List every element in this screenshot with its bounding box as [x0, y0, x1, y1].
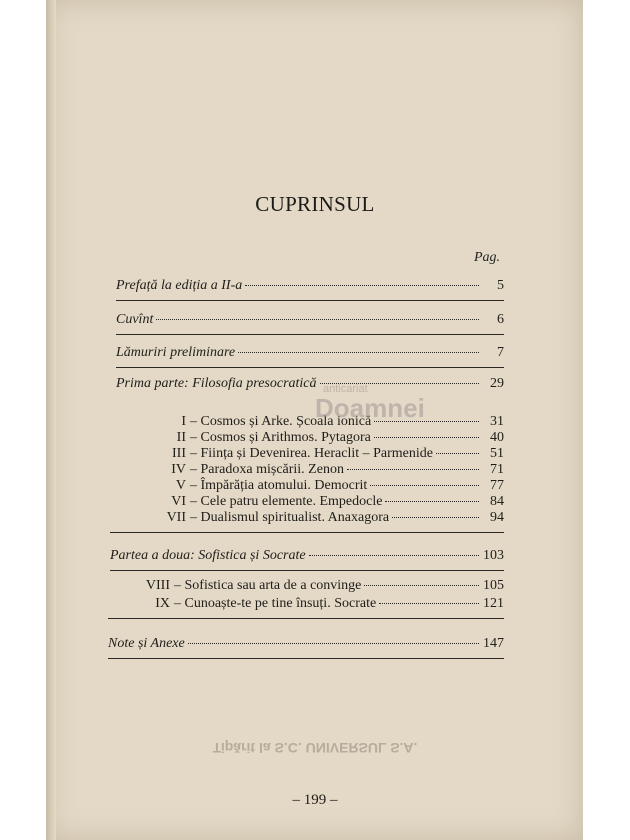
chapter-title: Paradoxa mișcării. Zenon [200, 462, 344, 477]
chapter-title: Cosmos și Arithmos. Pytagora [200, 430, 371, 445]
leader-dots [245, 284, 479, 286]
toc-chapter-7: VII – Dualismul spiritualist. Anaxagora 94 [140, 510, 504, 526]
toc-chapter-1: I – Cosmos și Arke. Școala ionică 31 [160, 414, 504, 430]
chapter-title: Cele patru elemente. Empedocle [200, 494, 383, 509]
toc-entry-page: 71 [490, 462, 504, 477]
watermark [315, 384, 425, 421]
chapter-numeral: IV [171, 462, 186, 477]
chapter-title: Împărăția atomului. Democrit [200, 478, 368, 493]
chapter-numeral: VIII [145, 578, 170, 593]
page-number: – 199 – [292, 792, 338, 808]
toc-entry-page: 29 [490, 376, 504, 391]
leader-dots [188, 642, 479, 644]
chapter-numeral: II [176, 430, 186, 445]
toc-entry-part1 [116, 376, 504, 392]
watermark-top: anticariat [323, 383, 368, 395]
toc-chapter-3: III – Ființa și Devenirea. Heraclit – Parmenide 51 [160, 446, 504, 462]
toc-entry-page: 103 [483, 548, 504, 563]
toc-entry-label: Cuvînt [116, 312, 154, 327]
toc-entry-label: Prima parte: Filosofia presocratică [116, 376, 317, 391]
leader-dots [385, 500, 479, 502]
leader-dots [374, 436, 479, 438]
leader-dots [392, 516, 479, 518]
toc-chapter-2: II – Cosmos și Arithmos. Pytagora 40 [160, 430, 504, 446]
pag-label: Pag. [474, 250, 501, 265]
chapter-numeral: VII [166, 510, 186, 525]
toc-entry-label: Note și Anexe [108, 636, 185, 651]
section-rule [108, 618, 504, 619]
leader-dots [156, 318, 479, 320]
section-rule [108, 658, 504, 659]
section-rule [116, 334, 504, 335]
toc-entry-cuvint [116, 312, 504, 328]
toc-entry-lamuriri [116, 345, 504, 361]
toc-entry-page: 94 [490, 510, 504, 525]
leader-dots [370, 484, 479, 486]
toc-chapter-5: V – Împărăția atomului. Democrit 77 [160, 478, 504, 494]
toc-entry-page: 31 [490, 414, 504, 429]
toc-entry-page: 5 [497, 278, 504, 293]
toc-entry-page: 84 [490, 494, 504, 509]
chapter-numeral: VI [171, 494, 186, 509]
section-rule [110, 532, 504, 533]
section-rule [116, 300, 504, 301]
leader-dots [379, 602, 479, 604]
toc-entry-part2 [110, 548, 504, 564]
section-rule [110, 570, 504, 571]
toc-entry-notes [108, 636, 504, 652]
toc-chapter-9: IX – Cunoaște-te pe tine însuți. Socrate 121 [134, 596, 504, 612]
printer-stamp: Tipărit la S.C. UNIVERSUL S.A. [212, 740, 418, 756]
toc-entry-page: 121 [483, 596, 504, 611]
chapter-numeral: III [172, 446, 186, 461]
toc-entry-label: Partea a doua: Sofistica și Socrate [110, 548, 306, 563]
leader-dots [364, 584, 479, 586]
leader-dots [436, 452, 479, 454]
toc-entry-page: 77 [490, 478, 504, 493]
chapter-numeral: IX [155, 596, 170, 611]
leader-dots [309, 554, 479, 556]
chapter-title: Dualismul spiritualist. Anaxagora [200, 510, 390, 525]
toc-entry-page: 147 [483, 636, 504, 651]
toc-entry-page: 51 [490, 446, 504, 461]
toc-entry-page: 105 [483, 578, 504, 593]
toc-title: CUPRINSUL [255, 192, 375, 216]
toc-entry-label: Lămuriri preliminare [116, 345, 236, 360]
chapter-title: Sofistica sau arta de a convinge [184, 578, 362, 593]
leader-dots [238, 351, 479, 353]
toc-chapter-8: VIII – Sofistica sau arta de a convinge 105 [134, 578, 504, 594]
toc-chapter-4: IV – Paradoxa mișcării. Zenon 71 [160, 462, 504, 478]
watermark-main: Doamnei [315, 393, 425, 423]
toc-entry-preface [116, 278, 504, 294]
toc-entry-page: 7 [497, 345, 504, 360]
chapter-numeral: I [181, 414, 186, 429]
leader-dots [347, 468, 479, 470]
chapter-title: Cosmos și Arke. Școala ionică [200, 414, 372, 429]
section-rule [116, 367, 504, 368]
chapter-title: Cunoaște-te pe tine însuți. Socrate [184, 596, 377, 611]
toc-entry-page: 6 [497, 312, 504, 327]
page-spine-shadow [46, 0, 56, 840]
chapter-title: Ființa și Devenirea. Heraclit – Parmenide [200, 446, 433, 461]
toc-entry-page: 40 [490, 430, 504, 445]
toc-chapter-6: VI – Cele patru elemente. Empedocle 84 [150, 494, 504, 510]
chapter-numeral: V [175, 478, 186, 493]
toc-entry-label: Prefață la ediția a II-a [116, 278, 243, 293]
